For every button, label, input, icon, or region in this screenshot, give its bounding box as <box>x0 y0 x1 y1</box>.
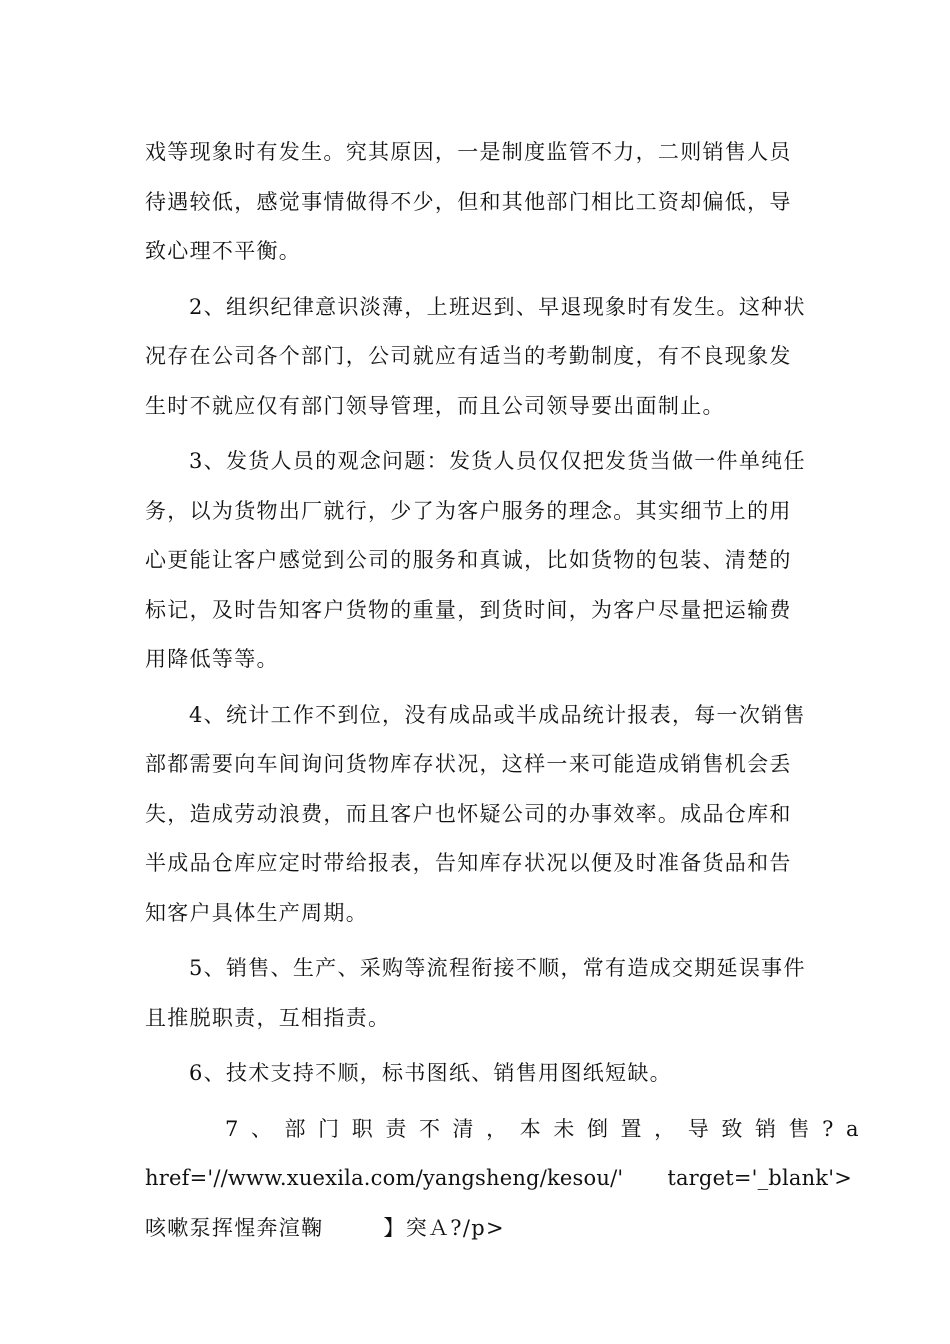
paragraph-line <box>145 1154 853 1204</box>
paragraph-line: 标记，及时告知客户货物的重量，到货时间，为客户尽量把运输费 <box>145 597 792 622</box>
paragraph-3 <box>145 437 807 685</box>
paragraph-line: 知客户具体生产周期。 <box>145 900 368 925</box>
paragraph-line: 失，造成劳动浪费，而且客户也怀疑公司的办事效率。成品仓库和 <box>145 801 792 826</box>
paragraph-line: 5、销售、生产、采购等流程衔接不顺，常有造成交期延误事件 <box>189 956 806 980</box>
paragraph-line: 况存在公司各个部门，公司就应有适当的考勤制度，有不良现象发 <box>145 344 792 368</box>
paragraph-line <box>145 1204 807 1254</box>
paragraph-line: 用降低等等。 <box>145 647 279 671</box>
garbled-text-tail: 】突Ａ?/p> <box>383 1215 505 1240</box>
paragraph-line: 7、部门职责不清，本未倒置，导致销售?a <box>225 1116 872 1141</box>
paragraph-line: 戏等现象时有发生。究其原因，一是制度监管不力，二则销售人员 <box>145 140 792 164</box>
paragraph-line: 生时不就应仅有部门领导管理，而且公司领导要出面制止。 <box>145 393 725 418</box>
paragraph-5 <box>145 944 807 1043</box>
garbled-text: 咳嗽泵挥惺奔渲鞠 <box>145 1215 324 1240</box>
paragraph-6 <box>145 1049 807 1099</box>
paragraph-4 <box>145 691 807 939</box>
paragraph-line: 2、组织纪律意识淡薄，上班迟到、早退现象时有发生。这种状 <box>189 294 806 319</box>
paragraph-line: 3、发货人员的观念问题：发货人员仅仅把发货当做一件单纯任 <box>189 449 806 473</box>
paragraph-line: 且推脱职责，互相指责。 <box>145 1005 391 1030</box>
paragraph-line: 待遇较低，感觉事情做得不少，但和其他部门相比工资却偏低，导 <box>145 189 792 214</box>
paragraph-line: 4、统计工作不到位，没有成品或半成品统计报表，每一次销售 <box>189 702 806 727</box>
paragraph-line: 心更能让客户感觉到公司的服务和真诚，比如货物的包装、清楚的 <box>145 548 792 572</box>
document-body <box>145 128 872 1259</box>
paragraph-line: 务，以为货物出厂就行，少了为客户服务的理念。其实细节上的用 <box>145 498 792 523</box>
link-target-text: target='_blank'> <box>667 1166 853 1190</box>
paragraph-line: 6、技术支持不顺，标书图纸、销售用图纸短缺。 <box>189 1061 672 1085</box>
paragraph-line: 致心理不平衡。 <box>145 239 302 263</box>
paragraph-line: 半成品仓库应定时带给报表，告知库存状况以便及时准备货品和告 <box>145 851 792 875</box>
paragraph-line: 部都需要向车间询问货物库存状况，这样一来可能造成销售机会丢 <box>145 752 792 776</box>
paragraph-1 <box>145 128 807 277</box>
paragraph-7 <box>145 1105 872 1254</box>
paragraph-2 <box>145 283 807 432</box>
link-markup-text: href='//www.xuexila.com/yangsheng/kesou/' <box>145 1166 624 1190</box>
